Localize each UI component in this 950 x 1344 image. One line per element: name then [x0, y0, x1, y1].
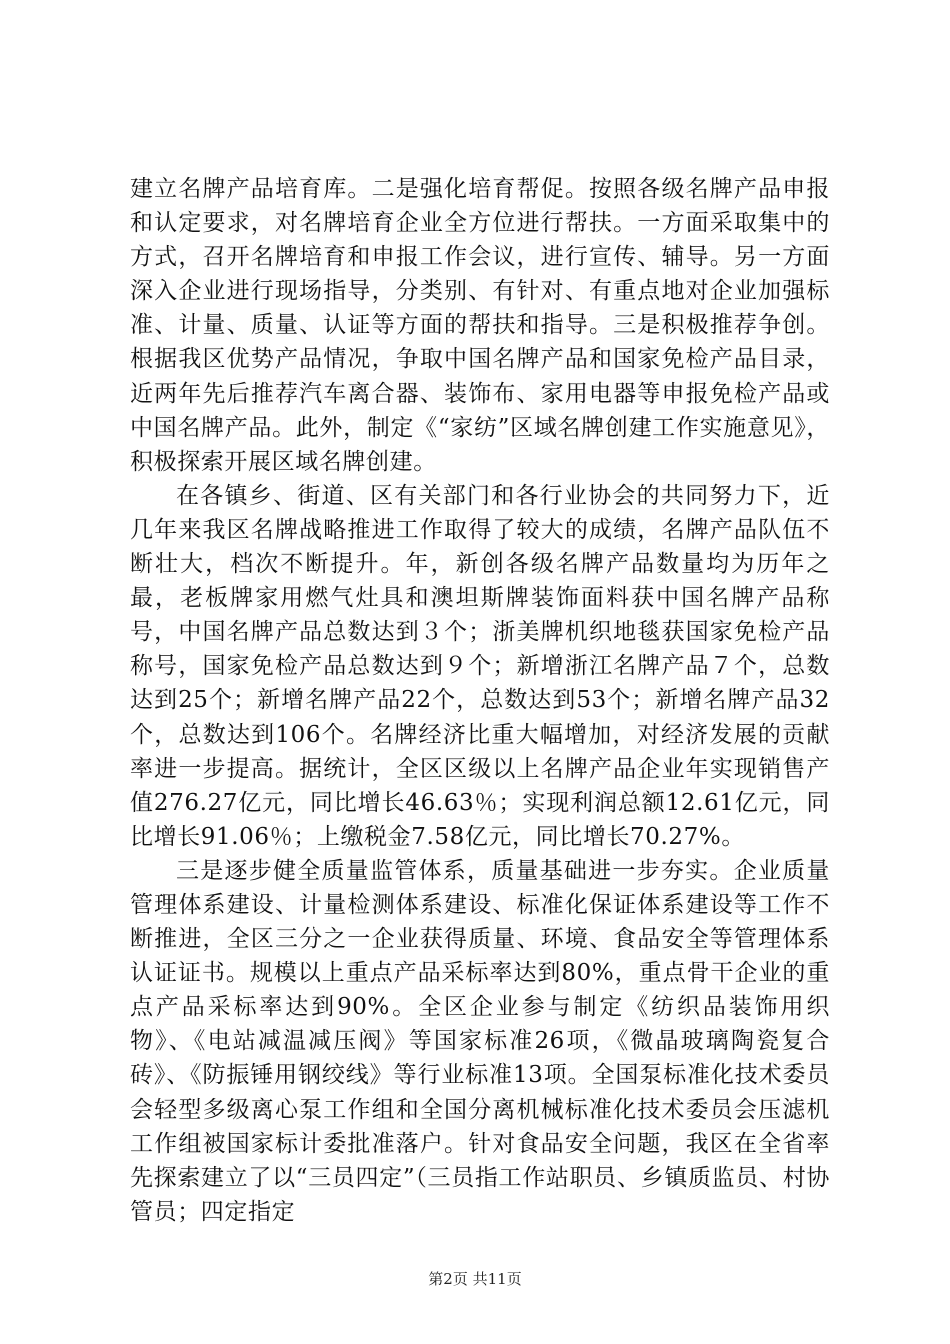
paragraph-2: 在各镇乡、街道、区有关部门和各行业协会的共同努力下，近几年来我区名牌战略推进工作取得了较大的成绩，名牌产品队伍不断壮大，档次不断提升。年，新创各级名牌产品数量均为历年之最，老板牌家用燃气灶具和澳坦斯牌装饰面料获中国名牌产品称号，中国名牌产品总数达到３个；浙美牌机织地毯获国家免检产品称号，国家免检产品总数达到９个；新增浙江名牌产品７个，总数达到25个；新增名牌产品22个，总数达到53个；新增名牌产品32个，总数达到106个。名牌经济比重大幅增加，对经济发展的贡献率进一步提高。据统计，全区区级以上名牌产品企业年实现销售产值276.27亿元，同比增长46.63％；实现利润总额12.61亿元，同比增长91.06％；上缴税金7.58亿元，同比增长70.27%。 [130, 482, 830, 850]
page-footer: 第2页 共11页 [428, 1270, 522, 1288]
paragraph-3: 三是逐步健全质量监管体系，质量基础进一步夯实。企业质量管理体系建设、计量检测体系建设、标准化保证体系建设等工作不断推进，全区三分之一企业获得质量、环境、食品安全等管理体系认证证书。规模以上重点产品采标率达到80%，重点骨干企业的重点产品采标率达到90%。全区企业参与制定《纺织品装饰用织物》、《电站减温减压阀》等国家标准26项，《微晶玻璃陶瓷复合砖》、《防振锤用钢绞线》等行业标准13项。全国泵标准化技术委员会轻型多级离心泵工作组和全国分离机械标准化技术委员会压滤机工作组被国家标计委批准落户。针对食品安全问题，我区在全省率先探索建立了以“三员四定”（三员指工作站职员、乡镇质监员、村协管员；四定指定 [130, 857, 830, 1225]
paragraph-1: 建立名牌产品培育库。二是强化培育帮促。按照各级名牌产品申报和认定要求，对名牌培育企业全方位进行帮扶。一方面采取集中的方式，召开名牌培育和申报工作会议，进行宣传、辅导。另一方面深入企业进行现场指导，分类别、有针对、有重点地对企业加强标准、计量、质量、认证等方面的帮扶和指导。三是积极推荐争创。根据我区优势产品情况，争取中国名牌产品和国家免检产品目录，近两年先后推荐汽车离合器、装饰布、家用电器等申报免检产品或中国名牌产品。此外，制定《“家纺”区域名牌创建工作实施意见》，积极探索开展区域名牌创建。 [130, 176, 830, 475]
document-body [130, 172, 830, 1229]
